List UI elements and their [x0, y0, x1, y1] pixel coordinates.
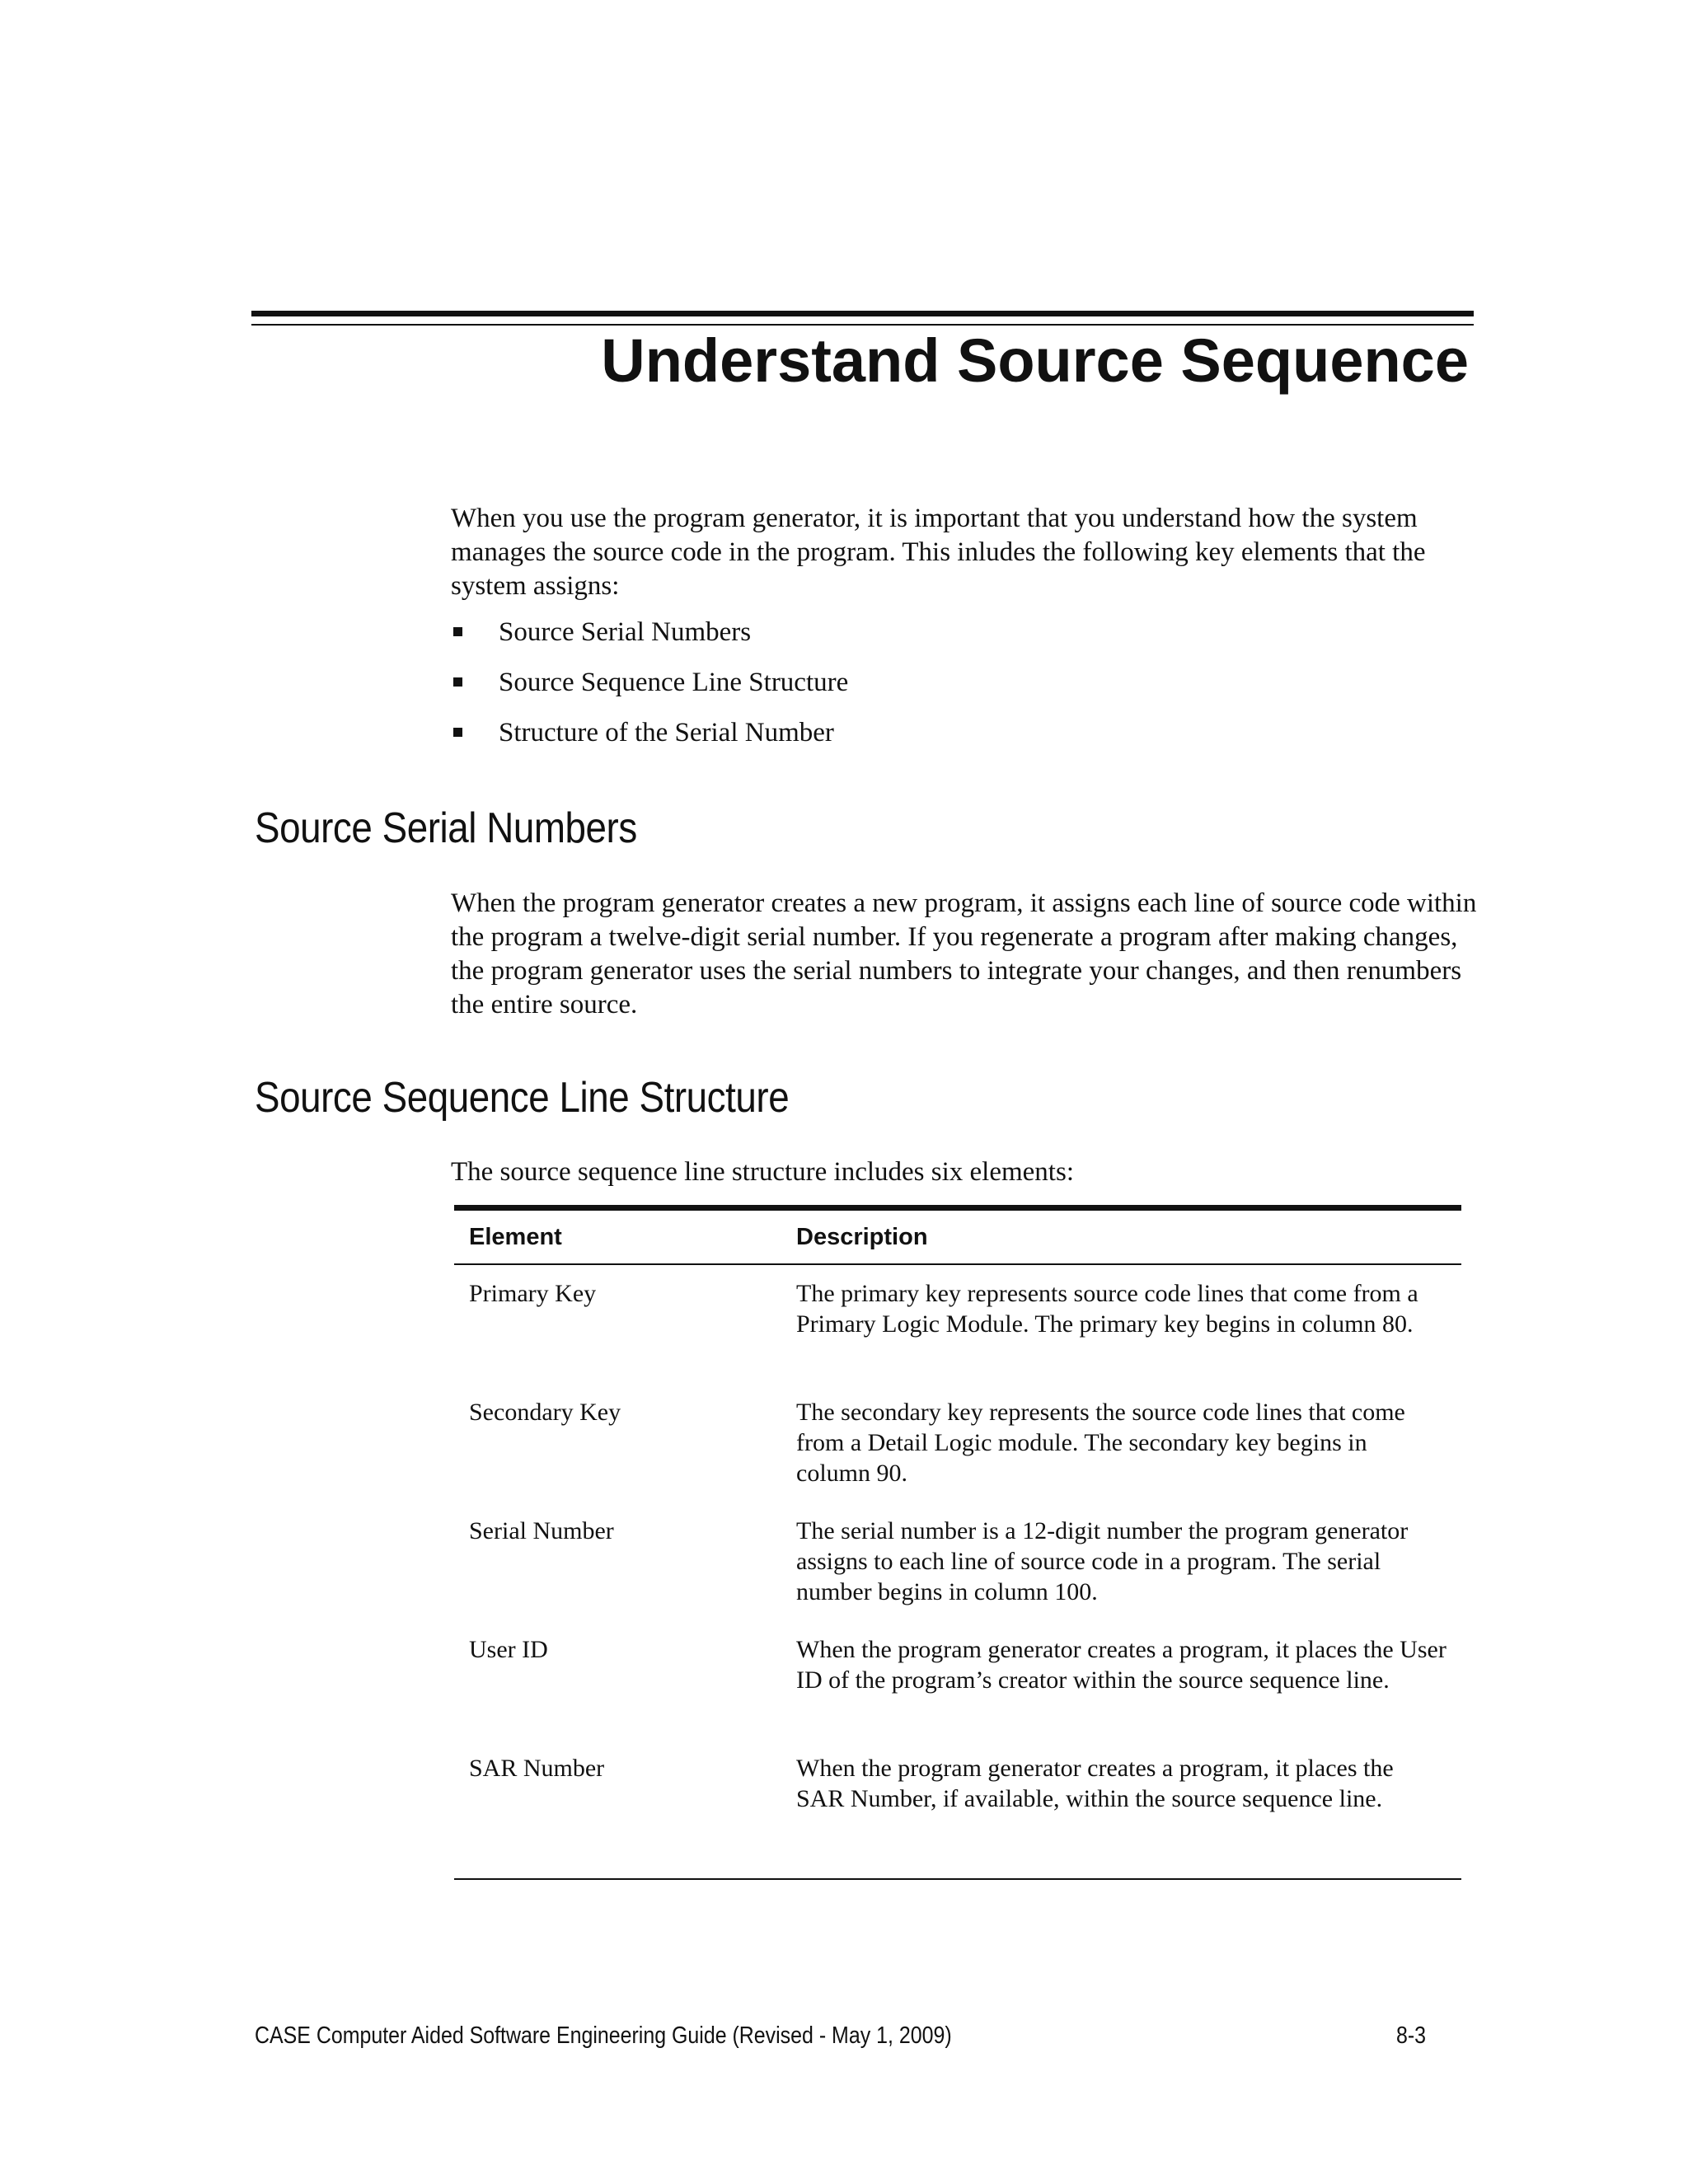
- table-bottom-rule: [454, 1878, 1461, 1880]
- description-cell: When the program generator creates a program, it places the SAR Number, if available, within the source sequence line.: [796, 1755, 1394, 1812]
- bullet-item: [451, 666, 1440, 716]
- element-cell: User ID: [469, 1636, 548, 1663]
- table-row: [454, 1634, 1461, 1753]
- element-cell: Serial Number: [469, 1517, 614, 1544]
- bullet-text: Source Serial Numbers: [499, 617, 752, 647]
- table-top-rule: [454, 1205, 1461, 1211]
- footer-guide-title: CASE Computer Aided Software Engineering Guide (Revised - May 1, 2009): [255, 2022, 952, 2049]
- section-heading-line-structure: Source Sequence Line Structure: [255, 1074, 790, 1122]
- intro-bullet-list: [451, 616, 1440, 766]
- title-rule-thick: [251, 311, 1474, 316]
- description-cell: When the program generator creates a program, it places the User ID of the program’s creator within the source sequence line.: [796, 1636, 1447, 1694]
- elements-table: [454, 1205, 1461, 1880]
- element-cell: Primary Key: [469, 1280, 597, 1307]
- table-row: [454, 1397, 1461, 1516]
- square-bullet-icon: [453, 677, 462, 687]
- bullet-text: Structure of the Serial Number: [499, 718, 834, 748]
- line-structure-intro: The source sequence line structure includes six elements:: [451, 1157, 1074, 1187]
- description-cell: The primary key represents source code lines that come from a Primary Logic Module. The primary key begins in column 80.: [796, 1280, 1418, 1338]
- column-header-description: Description: [796, 1224, 928, 1250]
- description-cell: The secondary key represents the source code lines that come from a Detail Logic module. The secondary key begins in column 90.: [796, 1399, 1405, 1487]
- table-row: [454, 1516, 1461, 1634]
- table-row: [454, 1753, 1461, 1872]
- footer-page-number: 8-3: [1396, 2022, 1427, 2049]
- bullet-item: [451, 716, 1440, 766]
- square-bullet-icon: [453, 728, 462, 737]
- bullet-text: Source Sequence Line Structure: [499, 668, 849, 697]
- description-cell: The serial number is a 12-digit number the program generator assigns to each line of source code in a program. The serial number begins in column 100.: [796, 1517, 1409, 1605]
- chapter-title: Understand Source Sequence: [601, 326, 1469, 395]
- intro-paragraph: When you use the program generator, it is important that you understand how the system manages the source code in the program. This inludes the following key elements that the system assigns:: [451, 504, 1426, 601]
- bullet-item: [451, 616, 1440, 666]
- element-cell: SAR Number: [469, 1755, 605, 1782]
- square-bullet-icon: [453, 627, 462, 636]
- table-header-rule: [454, 1263, 1461, 1265]
- table-header-row: [454, 1211, 1461, 1263]
- table-row: [454, 1278, 1461, 1397]
- column-header-element: Element: [469, 1224, 562, 1250]
- element-cell: Secondary Key: [469, 1399, 621, 1426]
- serial-numbers-paragraph: When the program generator creates a new program, it assigns each line of source code within the program a twelve-digit serial number. If you regenerate a program after making changes, the program generator uses the serial numbers to integrate your changes, and then renumbers the entire source.: [451, 888, 1477, 1019]
- section-heading-serial-numbers: Source Serial Numbers: [255, 804, 637, 852]
